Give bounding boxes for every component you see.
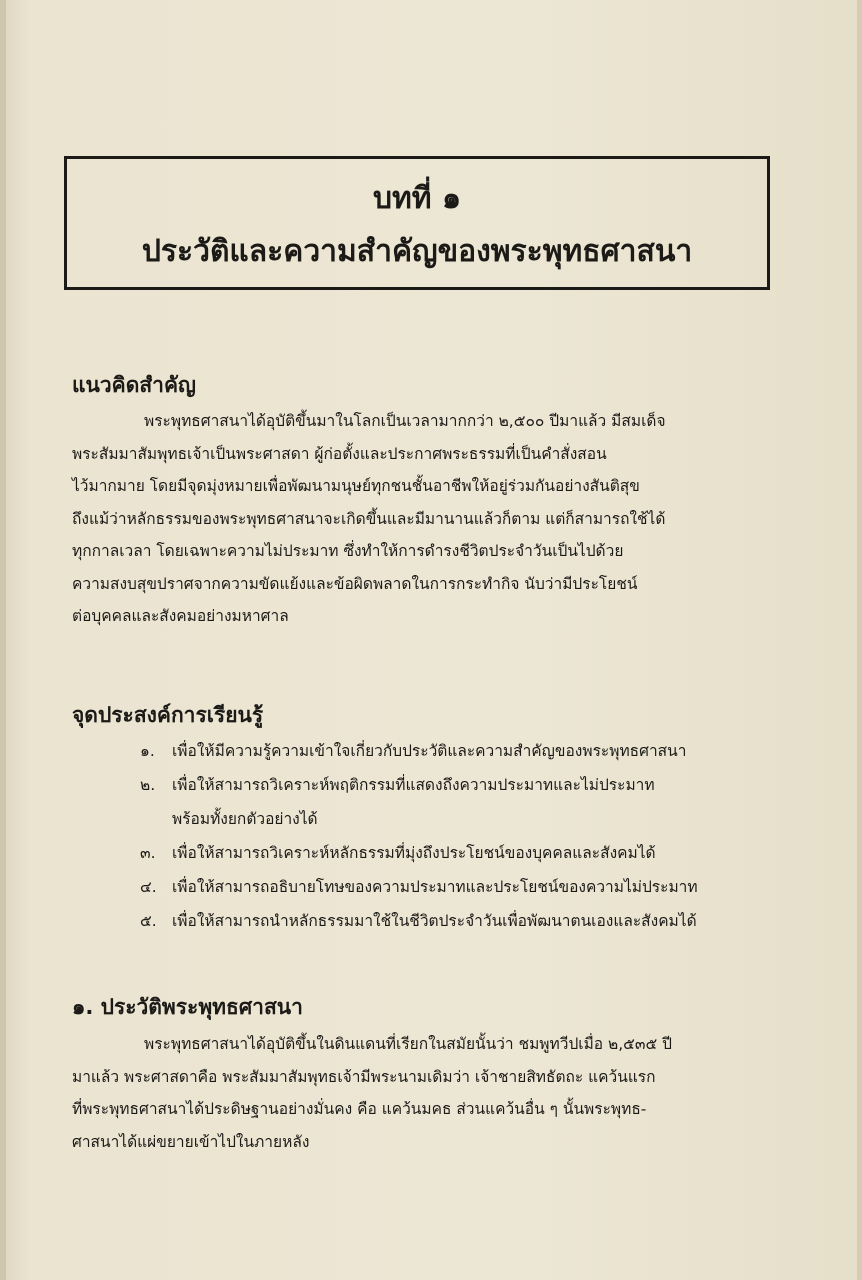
chapter-title-box [64, 156, 770, 290]
objective-text: เพื่อให้สามารถวิเคราะห์หลักธรรมที่มุ่งถึงประโยชน์ของบุคคลและสังคมได้ [172, 844, 656, 862]
objective-item [140, 870, 790, 904]
objective-number: ๑. [140, 742, 155, 760]
paragraph-line: มาแล้ว พระศาสดาคือ พระสัมมาสัมพุทธเจ้ามีพระนามเดิมว่า เจ้าชายสิทธัตถะ แคว้นแรก [72, 1067, 656, 1086]
paragraph-line: ถึงแม้ว่าหลักธรรมของพระพุทธศาสนาจะเกิดขึ้นและมีมานานแล้วก็ตาม แต่ก็สามารถใช้ได้ [72, 509, 666, 528]
history-paragraph [72, 1028, 788, 1158]
objective-item [140, 768, 790, 802]
objectives-list [140, 734, 790, 938]
chapter-number: บทที่ ๑ [372, 181, 462, 216]
objective-text: เพื่อให้สามารถนำหลักธรรมมาใช้ในชีวิตประจำวันเพื่อพัฒนาตนเองและสังคมได้ [172, 912, 697, 930]
concept-heading: แนวคิดสำคัญ [72, 373, 196, 397]
objective-text: เพื่อให้สามารถอธิบายโทษของความประมาทและประโยชน์ของความไม่ประมาท [172, 878, 698, 896]
objectives-heading: จุดประสงค์การเรียนรู้ [72, 703, 264, 727]
objective-item [140, 734, 790, 768]
paragraph-line: ต่อบุคคลและสังคมอย่างมหาศาล [72, 607, 289, 625]
objective-item [140, 836, 790, 870]
history-heading: ๑. ประวัติพระพุทธศาสนา [72, 995, 303, 1019]
objective-number: ๓. [140, 844, 156, 862]
paragraph-line: ที่พระพุทธศาสนาได้ประดิษฐานอย่างมั่นคง คือ แคว้นมคธ ส่วนแคว้นอื่น ๆ นั้นพระพุทธ- [72, 1100, 647, 1118]
objective-number: ๕. [140, 912, 157, 930]
chapter-title: ประวัติและความสำคัญของพระพุทธศาสนา [141, 234, 693, 269]
paragraph-line: พระพุทธศาสนาได้อุบัติขึ้นในดินแดนที่เรียกในสมัยนั้นว่า ชมพูทวีปเมื่อ ๒,๕๓๕ ปี [144, 1035, 672, 1053]
paragraph-line: ไว้มากมาย โดยมีจุดมุ่งหมายเพื่อพัฒนามนุษย์ทุกชนชั้นอาชีพให้อยู่ร่วมกันอย่างสันติสุข [72, 477, 640, 495]
objective-number: ๒. [140, 776, 156, 794]
objective-number: ๔. [140, 878, 157, 896]
objective-item [140, 904, 790, 938]
paragraph-line: พระพุทธศาสนาได้อุบัติขึ้นมาในโลกเป็นเวลามากกว่า ๒,๕๐๐ ปีมาแล้ว มีสมเด็จ [144, 412, 666, 430]
objective-text: เพื่อให้สามารถวิเคราะห์พฤติกรรมที่แสดงถึงความประมาทและไม่ประมาท [172, 776, 655, 794]
objective-text: เพื่อให้มีความรู้ความเข้าใจเกี่ยวกับประวัติและความสำคัญของพระพุทธศาสนา [172, 742, 687, 760]
paragraph-line: พระสัมมาสัมพุทธเจ้าเป็นพระศาสดา ผู้ก่อตั้งและประกาศพระธรรมที่เป็นคำสั่งสอน [72, 444, 607, 463]
paragraph-line: ความสงบสุขปราศจากความขัดแย้งและข้อผิดพลาดในการกระทำกิจ นับว่ามีประโยชน์ [72, 574, 638, 593]
paragraph-line: ศาสนาได้แผ่ขยายเข้าไปในภายหลัง [72, 1132, 310, 1151]
objective-continuation: พร้อมทั้งยกตัวอย่างได้ [172, 810, 318, 828]
paragraph-line: ทุกกาลเวลา โดยเฉพาะความไม่ประมาท ซึ่งทำให้การดำรงชีวิตประจำวันเป็นไปด้วย [72, 542, 624, 560]
concept-paragraph [72, 405, 788, 633]
